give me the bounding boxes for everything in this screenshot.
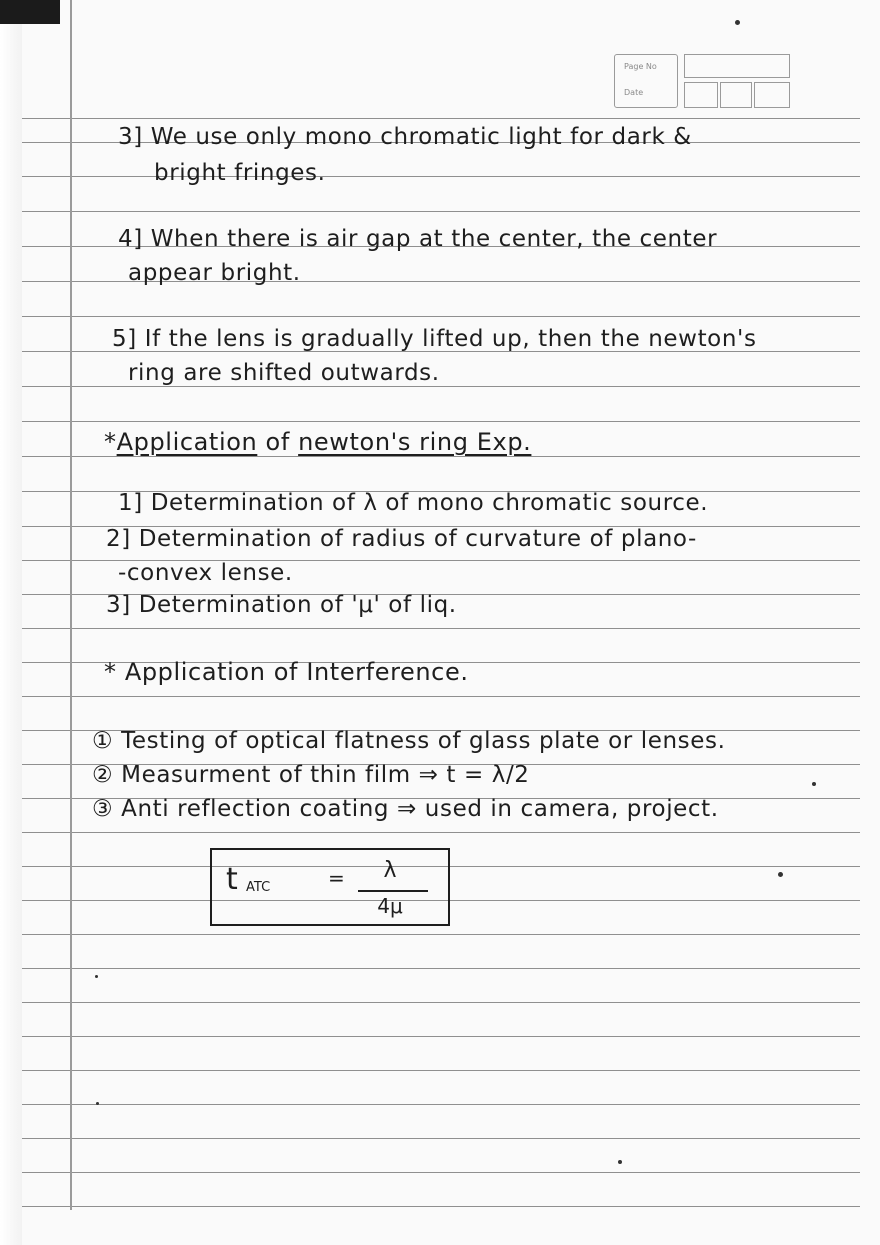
dark-corner	[0, 0, 60, 24]
ruled-line	[22, 316, 860, 317]
date-label: Date	[624, 88, 644, 97]
ruled-line	[22, 832, 860, 833]
formula-numerator: λ	[383, 858, 397, 883]
page-date-box	[614, 52, 790, 110]
paper-speck	[95, 975, 98, 978]
newton-section-heading	[104, 428, 531, 456]
page-edge-shadow	[0, 0, 22, 1245]
newton-item-3: 3] Determination of 'μ' of liq.	[106, 592, 457, 618]
ruled-line	[22, 628, 860, 629]
margin-line	[70, 0, 72, 1210]
heading-bullet: *	[104, 428, 117, 456]
ruled-line	[22, 1206, 860, 1207]
page-no-cell	[684, 54, 790, 78]
label-cell	[614, 54, 678, 108]
ruled-line	[22, 421, 860, 422]
newton-item-1: 1] Determination of λ of mono chromatic source.	[118, 490, 709, 516]
paper-speck	[735, 20, 740, 25]
interference-item-3: ③ Anti reflection coating ⇒ used in camera, project.	[92, 796, 719, 822]
interference-section-heading: * Application of Interference.	[104, 658, 469, 686]
interference-item-2: ② Measurment of thin film ⇒ t = λ/2	[92, 762, 530, 788]
formula-box	[210, 848, 450, 926]
ruled-line	[22, 1138, 860, 1139]
paper-speck	[778, 872, 783, 877]
ruled-line	[22, 968, 860, 969]
newton-item-2-cont: -convex lense.	[118, 560, 293, 586]
formula-lhs-subscript: ATC	[246, 880, 271, 895]
page-no-label: Page No	[624, 62, 657, 71]
interference-item-1: ① Testing of optical flatness of glass plate or lenses.	[92, 728, 726, 754]
ruled-line	[22, 934, 860, 935]
heading-newton-ring: newton's ring Exp.	[298, 428, 532, 456]
heading-of: of	[265, 428, 290, 456]
formula-denominator: 4μ	[377, 894, 403, 918]
point-4-line-1: 4] When there is air gap at the center, the center	[118, 226, 718, 252]
point-5-line-2: ring are shifted outwards.	[128, 360, 440, 386]
paper-speck	[96, 1102, 99, 1105]
point-3-line-1: 3] We use only mono chromatic light for dark &	[118, 124, 692, 150]
point-5-line-1: 5] If the lens is gradually lifted up, then the newton's	[112, 326, 757, 352]
ruled-line	[22, 118, 860, 119]
ruled-line	[22, 1002, 860, 1003]
formula-lhs: t	[226, 862, 238, 897]
ruled-line	[22, 696, 860, 697]
date-cell-2	[720, 82, 752, 108]
ruled-line	[22, 456, 860, 457]
formula-equals: =	[328, 866, 345, 890]
date-cell-1	[684, 82, 718, 108]
ruled-line	[22, 1036, 860, 1037]
ruled-line	[22, 386, 860, 387]
fraction-bar	[358, 890, 428, 892]
paper-speck	[618, 1160, 622, 1164]
ruled-line	[22, 1070, 860, 1071]
point-3-line-2: bright fringes.	[154, 160, 326, 186]
newton-item-2: 2] Determination of radius of curvature of plano-	[106, 526, 697, 552]
ruled-line	[22, 176, 860, 177]
paper-speck	[812, 782, 816, 786]
heading-application: Application	[116, 428, 258, 456]
ruled-line	[22, 1172, 860, 1173]
ruled-line	[22, 1104, 860, 1105]
ruled-line	[22, 211, 860, 212]
point-4-line-2: appear bright.	[128, 260, 301, 286]
date-cell-3	[754, 82, 790, 108]
